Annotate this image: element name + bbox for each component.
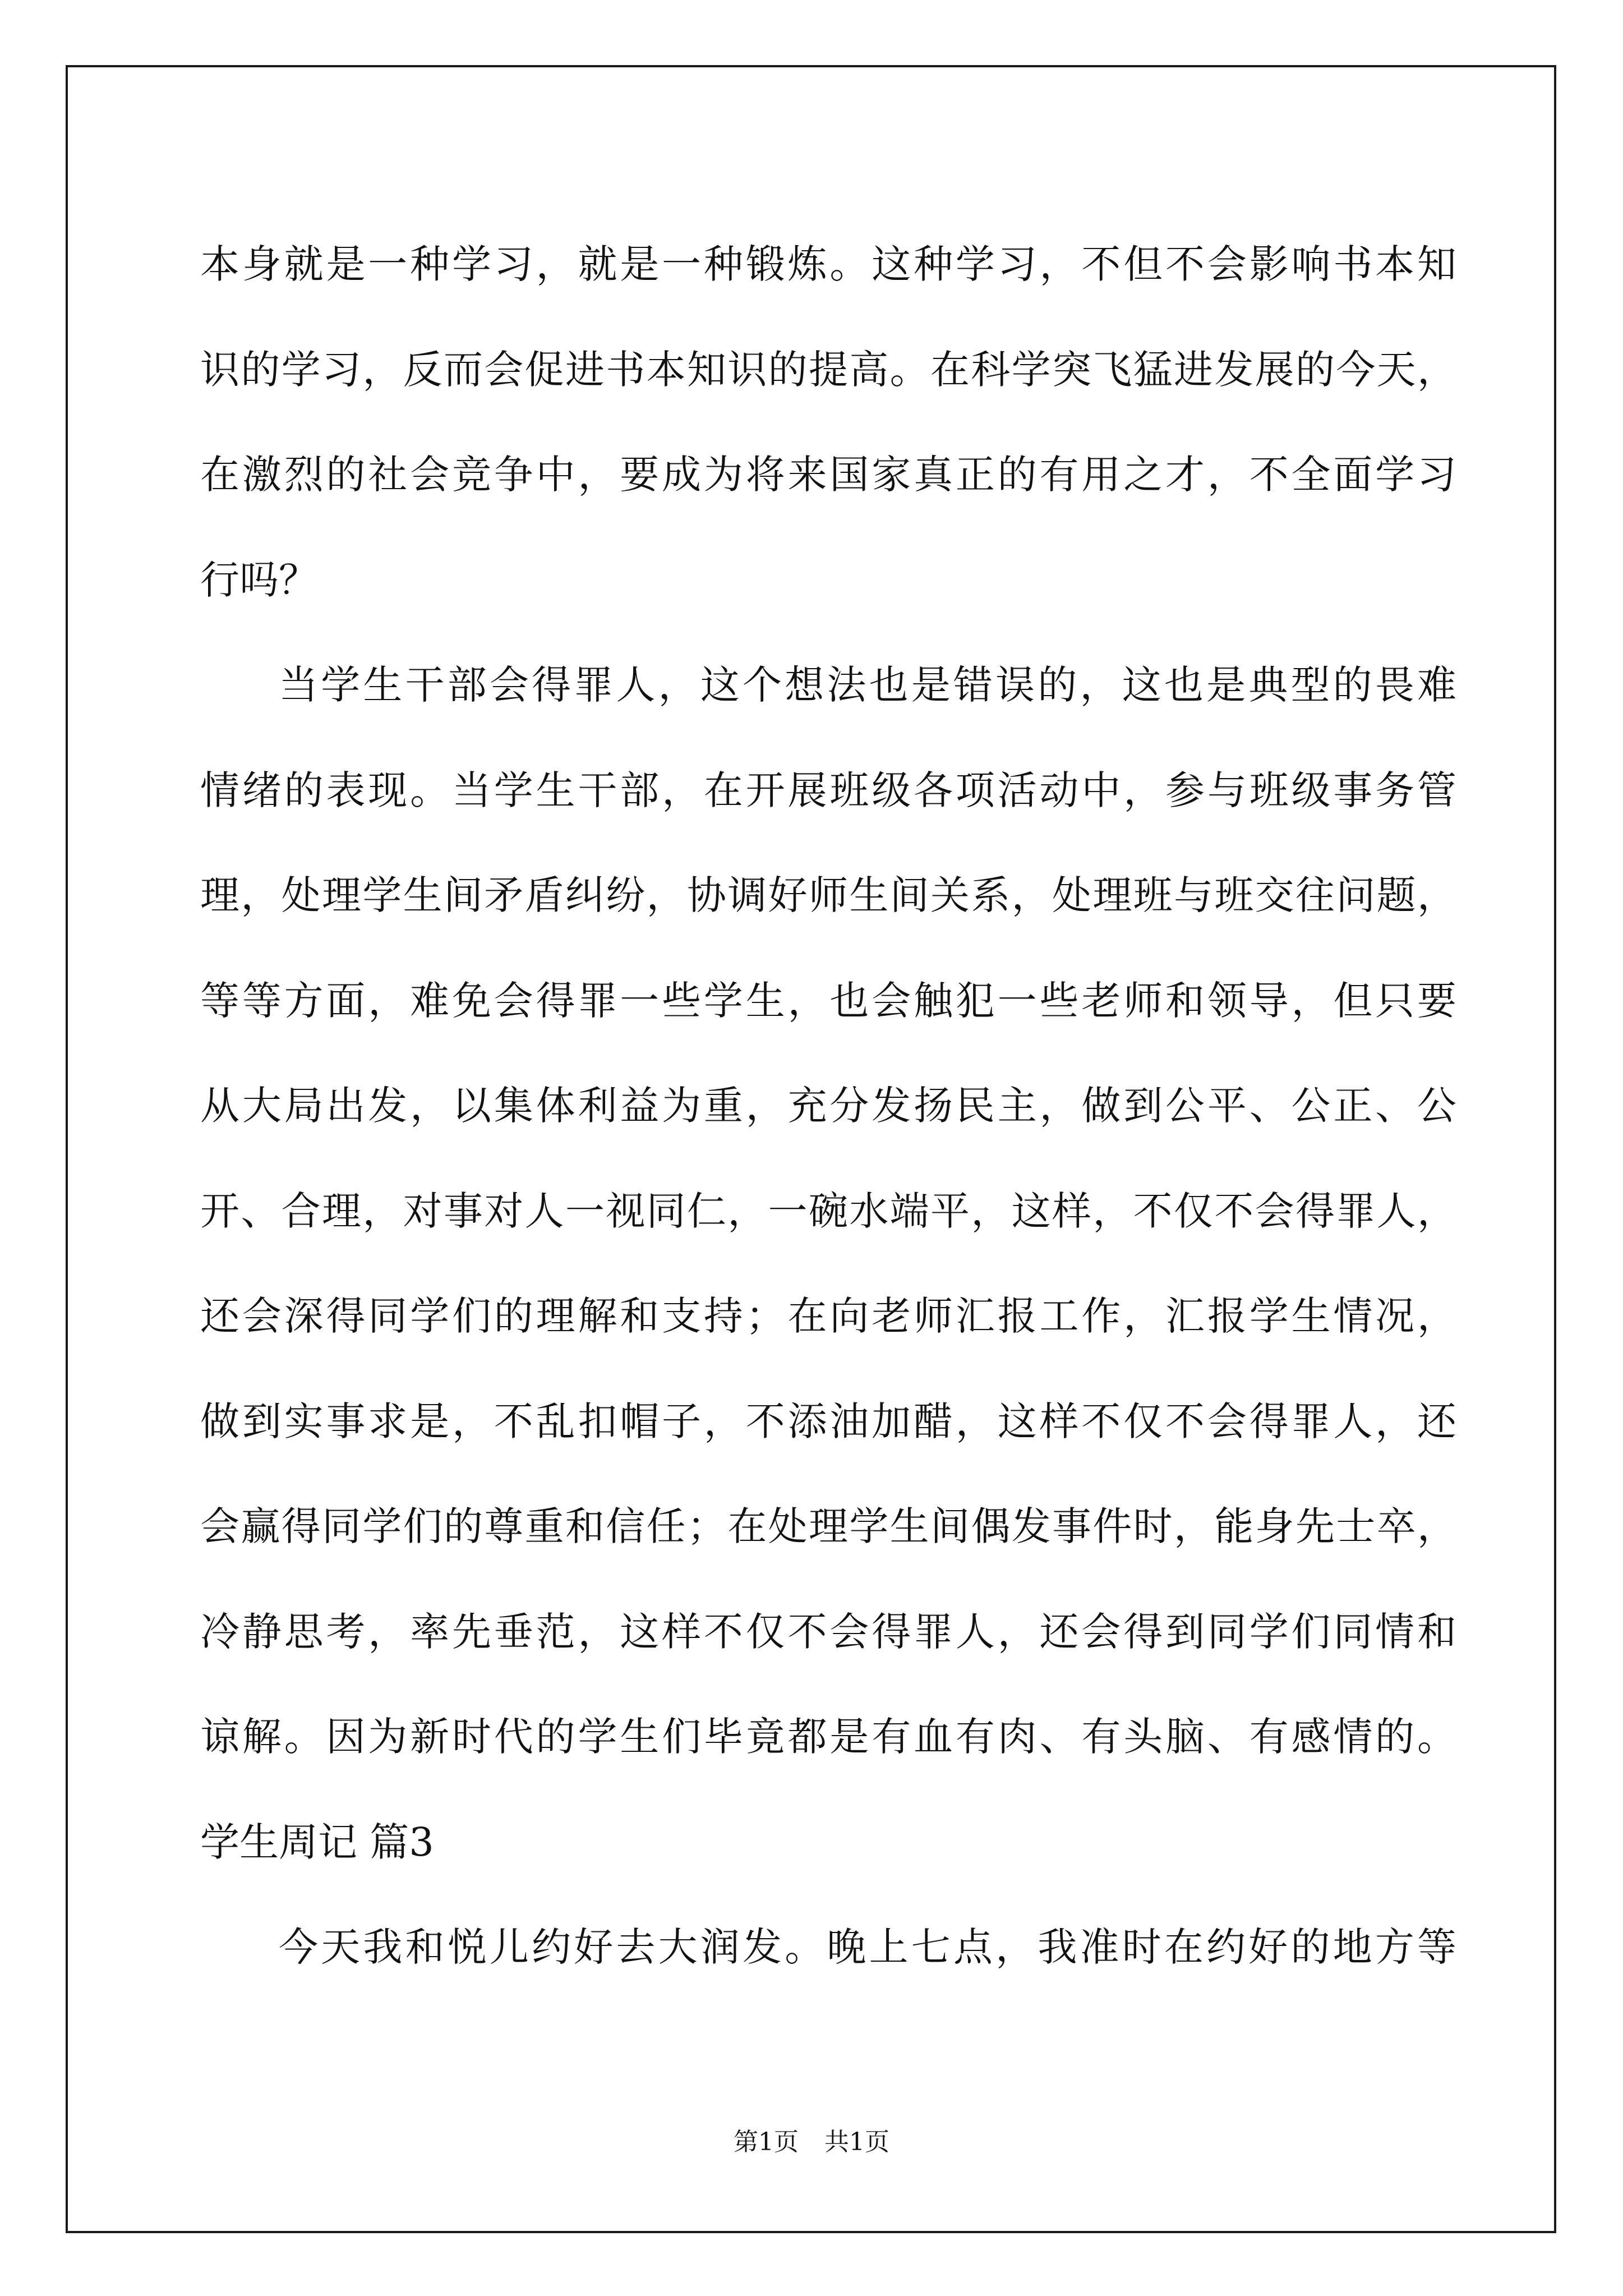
text-line: 行吗？ — [200, 556, 318, 603]
page-number: 第1页 — [734, 2128, 799, 2156]
text-line: 情绪的表现。当学生干部，在开展班级各项活动中，参与班级事务管 — [200, 767, 1456, 813]
text-line: 做到实事求是，不乱扣帽子，不添油加醋，这样不仅不会得罪人，还 — [200, 1398, 1456, 1444]
text-line: 本身就是一种学习，就是一种锻炼。这种学习，不但不会影响书本知 — [200, 241, 1456, 287]
text-line: 冷静思考，率先垂范，这样不仅不会得罪人，还会得到同学们同情和 — [200, 1608, 1456, 1655]
section-heading: 学生周记 篇3 — [200, 1819, 434, 1865]
document-body — [200, 212, 1456, 2000]
text-line: 等等方面，难免会得罪一些学生，也会触犯一些老师和领导，但只要 — [200, 977, 1456, 1024]
text-line: 在激烈的社会竞争中，要成为将来国家真正的有用之才，不全面学习 — [200, 452, 1456, 498]
text-line: 谅解。因为新时代的学生们毕竟都是有血有肉、有头脑、有感情的。 — [200, 1714, 1456, 1760]
text-line: 开、合理，对事对人一视同仁，一碗水端平，这样，不仅不会得罪人， — [200, 1188, 1456, 1234]
text-line: 还会深得同学们的理解和支持；在向老师汇报工作，汇报学生情况， — [200, 1293, 1456, 1339]
page-total: 共1页 — [824, 2128, 889, 2156]
page-footer — [0, 2122, 1623, 2157]
text-line: 从大局出发，以集体利益为重，充分发扬民主，做到公平、公正、公 — [200, 1083, 1456, 1129]
paragraph-first-line: 当学生干部会得罪人，这个想法也是错误的，这也是典型的畏难 — [279, 662, 1456, 708]
text-line: 理，处理学生间矛盾纠纷，协调好师生间关系，处理班与班交往问题， — [200, 872, 1456, 918]
text-line: 会赢得同学们的尊重和信任；在处理学生间偶发事件时，能身先士卒， — [200, 1503, 1456, 1549]
text-line: 识的学习，反而会促进书本知识的提高。在科学突飞猛进发展的今天， — [200, 346, 1456, 393]
paragraph-first-line: 今天我和悦儿约好去大润发。晚上七点，我准时在约好的地方等 — [279, 1924, 1456, 1970]
